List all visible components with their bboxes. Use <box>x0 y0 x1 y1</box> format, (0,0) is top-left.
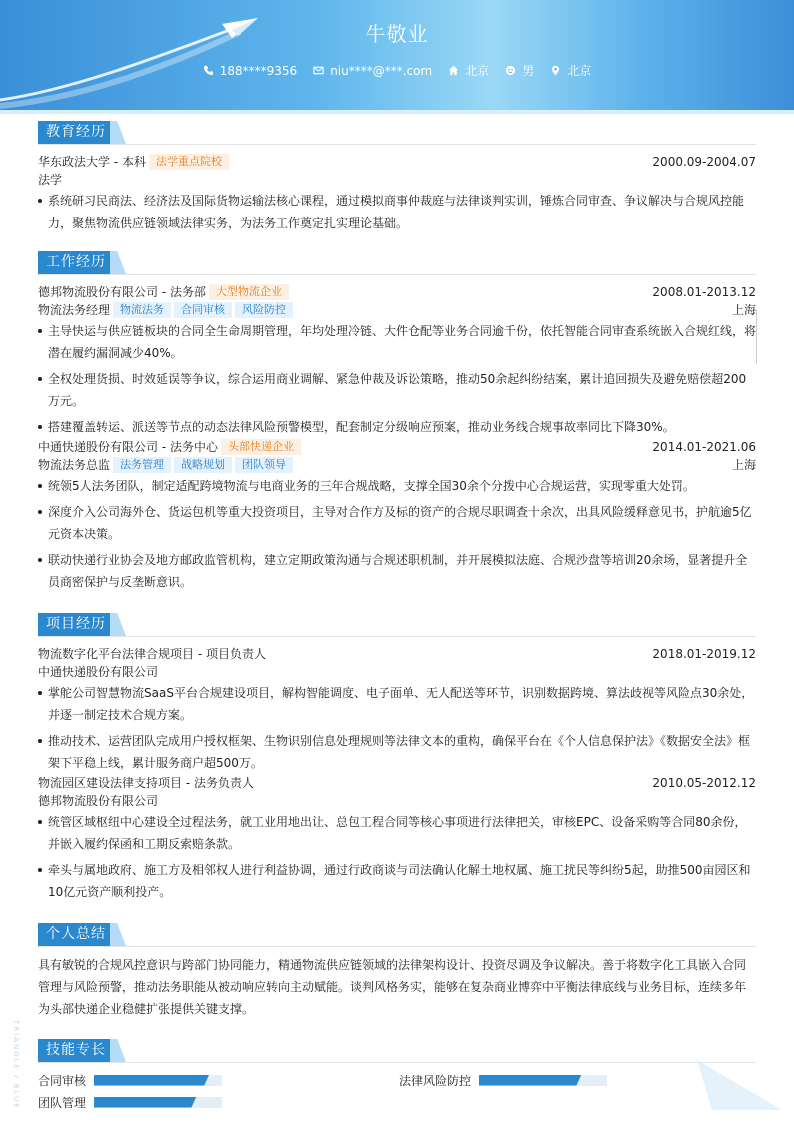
section-title: 项目经历 <box>38 613 114 636</box>
project-bullets <box>38 682 756 774</box>
projects-section <box>38 613 756 907</box>
skill-bar <box>479 1075 607 1086</box>
resume-header <box>0 0 794 114</box>
skill-name: 法律风险防控 <box>399 1073 472 1088</box>
section-title: 工作经历 <box>38 251 114 274</box>
work-position-row <box>38 301 756 319</box>
location-icon <box>550 65 561 76</box>
section-title: 教育经历 <box>38 121 114 144</box>
project-entry-header <box>38 645 756 663</box>
contact-email[interactable] <box>313 62 432 79</box>
skills-section <box>38 1039 756 1063</box>
skill-item <box>38 1093 222 1111</box>
contact-home <box>448 62 489 79</box>
divider <box>756 310 757 364</box>
candidate-name: 牛敬业 <box>365 22 429 46</box>
skill-tag: 物流法务 <box>113 302 171 318</box>
work-bullets <box>38 320 756 438</box>
company-tag: 大型物流企业 <box>209 284 289 300</box>
contact-gender <box>505 62 534 79</box>
header-bottom-band <box>0 110 794 114</box>
project-bullets <box>38 811 756 903</box>
corner-triangle-decoration <box>692 1060 782 1114</box>
work-date: 2014.01-2021.06 <box>652 440 756 454</box>
work-position-row <box>38 456 756 474</box>
project-org: 中通快递股份有限公司 <box>38 665 159 679</box>
list-item: 牵头与属地政府、施工方及相邻权人进行利益协调，通过行政商谈与司法确认化解土地权属、施工扰民等纠纷5起，助推500亩园区和10亿元资产顺利投产。 <box>38 859 756 903</box>
section-header <box>38 251 756 275</box>
list-item: 深度介入公司海外仓、货运包机等重大投资项目，主导对合作方及标的资产的合规尽职调查十余次，出具风险缓释意见书，护航逾5亿元资本决策。 <box>38 501 756 545</box>
section-header <box>38 613 756 637</box>
summary-section <box>38 923 756 1020</box>
summary-text: 具有敏锐的合规风控意识与跨部门协同能力，精通物流供应链领域的法律架构设计、投资尽调及争议解决。善于将数字化工具嵌入合同管理与风险预警，推动法务职能从被动响应转向主动赋能。谈判风格务实，能够在复杂商业博弈中平衡法律底线与业务目标，连续多年为头部快递企业稳健扩张提供关键支撑。 <box>38 958 747 1016</box>
position-title: 物流法务经理 <box>38 303 111 317</box>
section-header <box>38 121 756 145</box>
skills-list <box>38 1070 756 1120</box>
education-section <box>38 121 756 238</box>
skill-bar-fill <box>94 1097 196 1108</box>
work-entry-header <box>38 283 756 301</box>
project-entry-header <box>38 774 756 792</box>
school-name: 华东政法大学 - 本科 <box>38 155 146 169</box>
work-section <box>38 251 756 597</box>
work-bullets <box>38 475 756 593</box>
home-text: 北京 <box>465 64 490 78</box>
section-title-triangle <box>110 923 126 946</box>
section-title-triangle <box>110 613 126 636</box>
phone-icon <box>203 65 214 76</box>
skill-tag: 法务管理 <box>113 457 171 473</box>
location-text: 北京 <box>567 64 592 78</box>
company-tag: 头部快递企业 <box>221 439 301 455</box>
project-org: 德邦物流股份有限公司 <box>38 794 159 808</box>
face-icon <box>505 65 516 76</box>
section-header <box>38 1039 756 1063</box>
section-title-triangle <box>110 1039 126 1062</box>
list-item: 统领5人法务团队，制定适配跨境物流与电商业务的三年合规战略，支撑全国30余个分拨中心合规运营，实现零重大处罚。 <box>38 475 756 497</box>
skill-tag: 风险防控 <box>235 302 293 318</box>
list-item: 搭建覆盖转运、派送等节点的动态法律风险预警模型，配套制定分级响应预案，推动业务线合规事故率同比下降30%。 <box>38 416 756 438</box>
company-name: 中通快递股份有限公司 - 法务中心 <box>38 440 218 454</box>
list-item: 掌舵公司智慧物流SaaS平台合规建设项目，解构智能调度、电子面单、无人配送等环节，识别数据跨境、算法歧视等风险点30余处，并逐一制定技术合规方案。 <box>38 682 756 726</box>
skill-tag: 合同审核 <box>174 302 232 318</box>
work-date: 2008.01-2013.12 <box>652 285 756 299</box>
company-name: 德邦物流股份有限公司 - 法务部 <box>38 285 206 299</box>
list-item: 联动快递行业协会及地方邮政监管机构，建立定期政策沟通与合规述职机制，并开展模拟法庭、合规沙盘等培训20余场，显著提升全员商密保护与反垄断意识。 <box>38 549 756 593</box>
gender-text: 男 <box>522 64 535 78</box>
project-date: 2018.01-2019.12 <box>652 647 756 661</box>
skill-item <box>399 1071 607 1089</box>
skill-tag: 团队领导 <box>235 457 293 473</box>
section-title-triangle <box>110 251 126 274</box>
skill-tag: 战略规划 <box>174 457 232 473</box>
list-item: 主导快运与供应链板块的合同全生命周期管理，年均处理冷链、大件仓配等业务合同逾千份，依托智能合同审查系统嵌入合规红线，将潜在履约漏洞减少40%。 <box>38 320 756 364</box>
major: 法学 <box>38 173 63 187</box>
section-title: 技能专长 <box>38 1039 114 1062</box>
position-title: 物流法务总监 <box>38 458 111 472</box>
section-title: 个人总结 <box>38 923 114 946</box>
project-name: 物流数字化平台法律合规项目 - 项目负责人 <box>38 647 266 661</box>
school-tag: 法学重点院校 <box>149 154 229 170</box>
home-icon <box>448 65 459 76</box>
education-date: 2000.09-2004.07 <box>652 155 756 169</box>
list-item: 系统研习民商法、经济法及国际货物运输法核心课程，通过模拟商事仲裁庭与法律谈判实训，锤炼合同审查、争议解决与合规风控能力，聚焦物流供应链领域法律实务，为法务工作奠定扎实理论基础。 <box>38 190 756 234</box>
section-title-triangle <box>110 121 126 144</box>
project-name: 物流园区建设法律支持项目 - 法务负责人 <box>38 776 254 790</box>
skill-name: 团队管理 <box>38 1095 87 1110</box>
skill-item <box>38 1071 222 1089</box>
work-city: 上海 <box>731 458 756 472</box>
skill-bar <box>94 1075 222 1086</box>
phone-text: 188****9356 <box>219 63 298 78</box>
education-entry <box>38 153 756 171</box>
mail-icon <box>313 65 324 76</box>
section-header <box>38 923 756 947</box>
email-text: niu****@***.com <box>330 63 433 78</box>
education-bullets <box>38 190 756 234</box>
watermark-text: TRIANGLE / BLUE <box>12 1020 20 1110</box>
work-entry-header <box>38 438 756 456</box>
contact-list <box>0 62 794 79</box>
contact-phone[interactable] <box>203 62 297 79</box>
list-item: 全权处理货损、时效延误等争议，综合运用商业调解、紧急仲裁及诉讼策略，推动50余起纠纷结案，累计追回损失及避免赔偿超200万元。 <box>38 368 756 412</box>
list-item: 统管区域枢纽中心建设全过程法务，就工业用地出让、总包工程合同等核心事项进行法律把关，审核EPC、设备采购等合同80余份，并嵌入履约保函和工期反索赔条款。 <box>38 811 756 855</box>
skill-bar-fill <box>94 1075 209 1086</box>
project-date: 2010.05-2012.12 <box>652 776 756 790</box>
work-city: 上海 <box>731 303 756 317</box>
list-item: 推动技术、运营团队完成用户授权框架、生物识别信息处理规则等法律文本的重构，确保平台在《个人信息保护法》《数据安全法》框架下平稳上线，累计服务商户超500万。 <box>38 730 756 774</box>
skill-bar-fill <box>479 1075 581 1086</box>
skill-bar <box>94 1097 222 1108</box>
skill-name: 合同审核 <box>38 1073 87 1088</box>
contact-location <box>550 62 591 79</box>
